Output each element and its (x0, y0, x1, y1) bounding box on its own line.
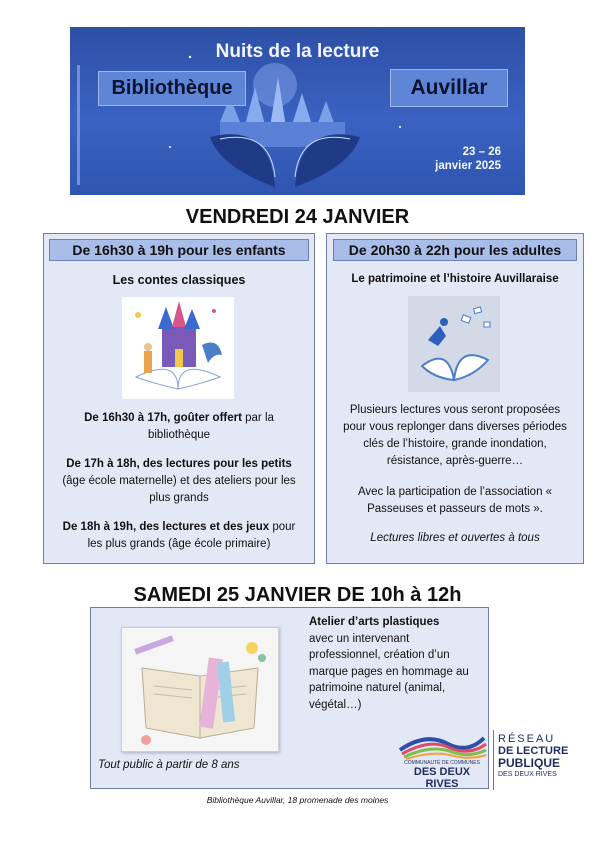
kids-item-2 (54, 456, 304, 507)
cc-logo-name: DES DEUX RIVES (413, 766, 471, 790)
kids-item-3-detail: pour les plus grands (âge école primaire) (87, 521, 296, 550)
banner-title: Nuits de la lecture (215, 41, 380, 62)
adults-paragraph-1: Plusieurs lectures vous seront proposées pour vous replonger dans diverses périodes clés de l’histoire, grande inondation, résistance, après-guerre… (343, 404, 567, 467)
reseau-line-1: RÉSEAU (498, 733, 556, 745)
banner-dates-month: janvier 2025 (435, 160, 501, 172)
banner-dates (435, 145, 501, 173)
banner-credit-text (74, 65, 84, 185)
fairytale-castle-book-icon (122, 297, 234, 399)
adults-panel (326, 233, 584, 564)
adults-paragraph-3: Lectures libres et ouvertes à tous (370, 532, 540, 544)
saturday-workshop-text (309, 614, 484, 713)
communaute-communes-logo (396, 730, 488, 790)
event-banner (70, 27, 525, 195)
reseau-line-3: PUBLIQUE (498, 756, 561, 770)
kids-panel-header: De 16h30 à 19h pour les enfants (49, 239, 309, 261)
kids-item-2-time: De 17h à 18h, des lectures pour les petits (66, 458, 292, 470)
reseau-line-2: DE LECTURE (498, 745, 569, 757)
banner-library-label: Bibliothèque (98, 71, 246, 106)
friday-heading: VENDREDI 24 JANVIER (185, 206, 410, 228)
saturday-audience: Tout public à partir de 8 ans (98, 759, 240, 771)
adults-panel-header: De 20h30 à 22h pour les adultes (333, 239, 577, 261)
adults-subtitle: Le patrimoine et l’histoire Auvillaraise (351, 273, 559, 285)
saturday-workshop-title: Atelier d’arts plastiques (309, 616, 440, 628)
footer-address: Bibliothèque Auvillar, 18 promenade des moines (206, 795, 389, 805)
flying-book-pages-icon (408, 296, 500, 392)
saturday-heading: SAMEDI 25 JANVIER DE 10h à 12h (133, 584, 462, 606)
kids-item-1 (54, 410, 304, 444)
banner-town-label: Auvillar (390, 69, 508, 107)
kids-item-1-detail: par la bibliothèque (147, 412, 274, 441)
kids-item-3 (54, 519, 304, 553)
cc-logo-subtitle: COMMUNAUTÉ DE COMMUNES (404, 760, 480, 766)
kids-item-3-time: De 18h à 19h, des lectures et des jeux (62, 521, 270, 533)
kids-subtitle: Les contes classiques (112, 273, 246, 287)
reseau-line-4: DES DEUX RIVES (498, 771, 557, 778)
logo-divider (493, 730, 494, 790)
banner-dates-range: 23 – 26 (462, 146, 501, 158)
kids-item-1-time: De 16h30 à 17h, goûter offert (84, 412, 242, 424)
saturday-workshop-description: avec un intervenant professionnel, création d’un marque pages en hommage au patrimoine naturel (animal, végétal…) (309, 632, 469, 711)
adults-paragraph-2: Avec la participation de l’association « Passeuses et passeurs de mots ». (357, 486, 553, 515)
kids-item-2-detail: (âge école maternelle) et des ateliers pour les plus grands (62, 475, 296, 504)
kids-panel (43, 233, 315, 564)
bookmark-craft-photo-icon (121, 627, 279, 752)
reseau-lecture-logo (498, 733, 582, 791)
